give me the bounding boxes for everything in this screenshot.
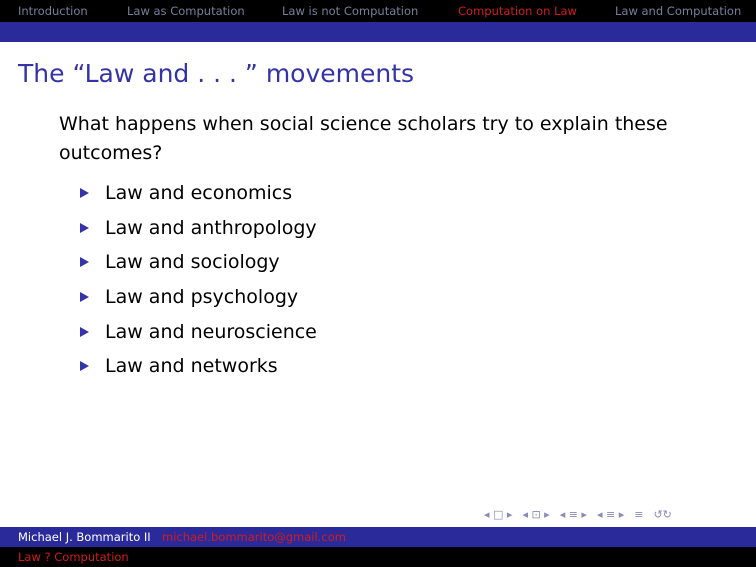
- nav-section-law-is-not-computation[interactable]: Law is not Computation: [282, 4, 419, 18]
- list-item: [80, 349, 317, 384]
- bullet-label: Law and economics: [105, 182, 293, 205]
- triangle-bullet-icon: [80, 292, 89, 302]
- frame-nav-icon[interactable]: ◂ □ ▸: [484, 508, 513, 521]
- triangle-bullet-icon: [80, 327, 89, 337]
- navigation-controls: [484, 508, 672, 522]
- bullet-list: [80, 176, 317, 384]
- presentation-short-title: Law ? Computation: [18, 550, 129, 564]
- triangle-bullet-icon: [80, 257, 89, 267]
- slide-title: The “Law and . . . ” movements: [18, 59, 415, 88]
- subsection-band: [0, 22, 756, 42]
- list-item: [80, 280, 317, 315]
- nav-section-law-and-computation[interactable]: Law and Computation: [615, 4, 742, 18]
- search-icon[interactable]: ↺↻: [653, 508, 672, 521]
- intro-text: What happens when social science scholars try to explain these outcomes?: [59, 113, 668, 164]
- align-icon[interactable]: ≡: [634, 508, 644, 521]
- bullet-label: Law and networks: [105, 355, 278, 378]
- list-item: [80, 176, 317, 211]
- footer-title-bar: [0, 547, 756, 567]
- bullet-label: Law and psychology: [105, 286, 299, 309]
- document-nav-icon[interactable]: ◂ ≡ ▸: [596, 508, 625, 521]
- triangle-bullet-icon: [80, 188, 89, 198]
- bullet-label: Law and neuroscience: [105, 320, 317, 343]
- section-nav-icon[interactable]: ◂ ≡ ▸: [559, 508, 587, 521]
- author-email-link[interactable]: michael.bommarito@gmail.com: [162, 530, 346, 544]
- author-name: Michael J. Bommarito II: [18, 530, 151, 544]
- nav-section-introduction[interactable]: Introduction: [18, 4, 88, 18]
- footer-author-bar: [0, 527, 756, 547]
- bullet-label: Law and anthropology: [105, 216, 317, 239]
- nav-section-law-as-computation[interactable]: Law as Computation: [127, 4, 245, 18]
- section-navigation-bar: [0, 0, 756, 22]
- triangle-bullet-icon: [80, 361, 89, 371]
- list-item: [80, 211, 317, 246]
- subsection-nav-icon[interactable]: ◂ ⊡ ▸: [522, 508, 550, 521]
- triangle-bullet-icon: [80, 223, 89, 233]
- list-item: [80, 314, 317, 349]
- nav-section-computation-on-law[interactable]: Computation on Law: [458, 4, 577, 18]
- bullet-label: Law and sociology: [105, 251, 280, 274]
- list-item: [80, 245, 317, 280]
